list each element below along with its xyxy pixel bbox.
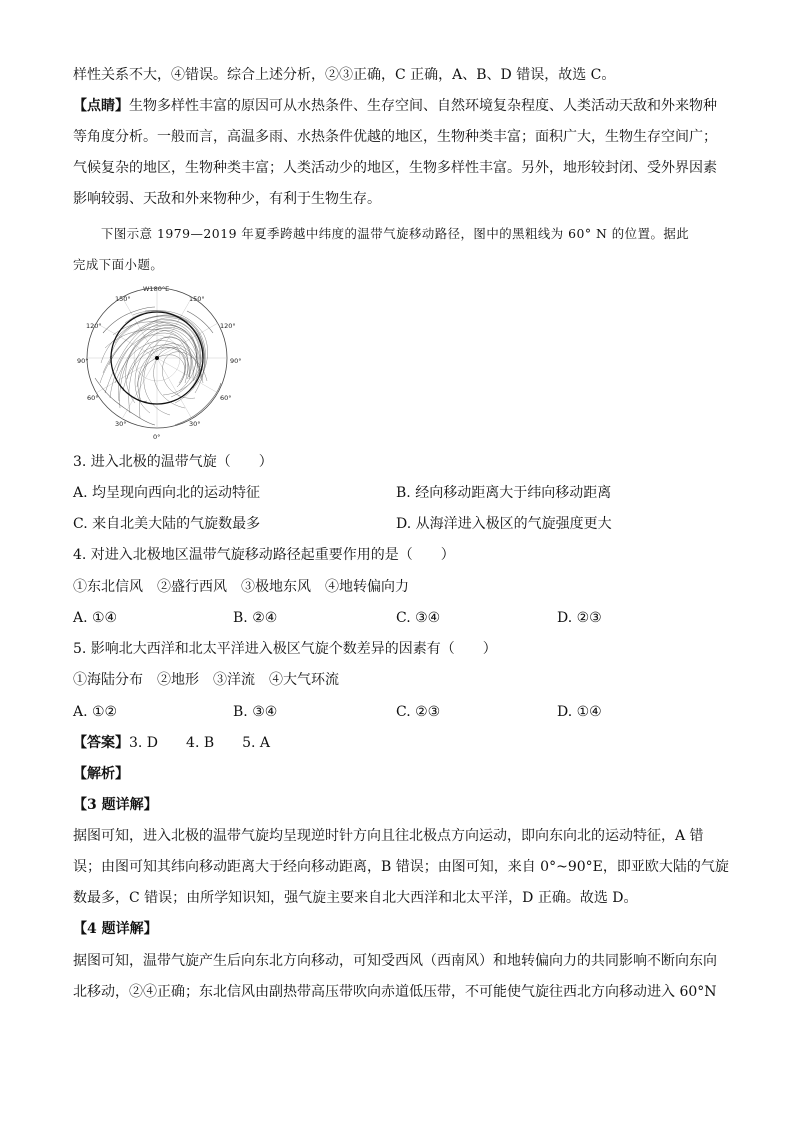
map-label-r90: 90°	[230, 357, 242, 365]
q3-stem: 3. 进入北极的温带气旋（ ）	[73, 454, 273, 470]
dianjing-line-4: 影响较弱、天敌和外来物种少，有利于生物生存。	[73, 191, 381, 207]
map-label-l60: 60°	[87, 394, 99, 402]
map-label-bottom: 0°	[153, 433, 161, 441]
q5-option-a: A. ①②	[73, 704, 118, 720]
q3-option-b: B. 经向移动距离大于纬向移动距离	[396, 485, 612, 501]
map-label-l90: 90°	[77, 357, 89, 365]
intro-line-1: 下图示意 1979—2019 年夏季跨越中纬度的温带气旋移动路径，图中的黑粗线为 60° N 的位置。据此	[101, 226, 690, 241]
detail4-tag: 【4 题详解】	[73, 921, 158, 937]
intro-line-2: 完成下面小题。	[73, 257, 164, 272]
q4-option-a: A. ①④	[73, 610, 118, 626]
map-label-r60: 60°	[220, 394, 232, 402]
north-pole-marker	[155, 356, 159, 360]
detail3-line-3: 数最多，C 错误；由所学知识知，强气旋主要来自北大西洋和北太平洋，D 正确。故选 D。	[73, 890, 638, 906]
detail3-line-2: 误；由图可知其纬向移动距离大于经向移动距离，B 错误；由图可知，来自 0°~90°E，即亚欧大陆的气旋	[73, 859, 729, 875]
dianjing-tag: 【点睛】	[73, 98, 129, 114]
q3-option-a: A. 均呈现向西向北的运动特征	[73, 485, 261, 501]
map-label-l120: 120°	[86, 322, 102, 330]
detail3-tag: 【3 题详解】	[73, 797, 158, 813]
map-label-r150: 150°	[189, 295, 205, 303]
paragraph-conclusion: 样性关系不大，④错误。综合上述分析，②③正确，C 正确，A、B、D 错误，故选 C。	[73, 67, 616, 83]
q4-option-d: D. ②③	[557, 610, 602, 626]
map-label-top: W180°E	[143, 285, 170, 293]
dianjing-text-1: 生物多样性丰富的原因可从水热条件、生存空间、自然环境复杂程度、人类活动天敌和外来物种	[129, 98, 717, 114]
detail4-line-2: 北移动，②④正确；东北信风由副热带高压带吹向赤道低压带，不可能使气旋往西北方向移动进入 60°N	[73, 984, 717, 1000]
q4-option-b: B. ②④	[233, 610, 278, 626]
detail3-line-1: 据图可知，进入北极的温带气旋均呈现逆时针方向且往北极点方向运动，即向东向北的运动特征，A 错	[73, 828, 704, 844]
map-label-l150: 150°	[115, 295, 131, 303]
q5-option-c: C. ②③	[396, 704, 441, 720]
dianjing-line-1	[73, 96, 717, 116]
cyclone-track-map	[75, 283, 245, 443]
map-label-l30: 30°	[115, 420, 127, 428]
q5-items: ①海陆分布 ②地形 ③洋流 ④大气环流	[73, 672, 339, 688]
q3-option-c: C. 来自北美大陆的气旋数最多	[73, 516, 261, 532]
dianjing-line-2: 等角度分析。一般而言，高温多雨、水热条件优越的地区，生物种类丰富；面积广大，生物生存空间广；	[73, 129, 717, 145]
map-label-r30: 30°	[189, 420, 201, 428]
q5-stem: 5. 影响北大西洋和北太平洋进入极区气旋个数差异的因素有（ ）	[73, 641, 497, 657]
dianjing-line-3: 气候复杂的地区，生物种类丰富；人类活动少的地区，生物多样性丰富。另外，地形较封闭、受外界因素	[73, 160, 717, 176]
q4-stem: 4. 对进入北极地区温带气旋移动路径起重要作用的是（ ）	[73, 547, 455, 563]
map-label-r120: 120°	[220, 322, 236, 330]
detail4-line-1: 据图可知，温带气旋产生后向东北方向移动，可知受西风（西南风）和地转偏向力的共同影响不断向东向	[73, 953, 717, 969]
q3-option-d: D. 从海洋进入极区的气旋强度更大	[396, 516, 612, 532]
q4-option-c: C. ③④	[396, 610, 441, 626]
answer-tag: 【答案】	[73, 735, 129, 751]
answer-text: 3. D 4. B 5. A	[129, 735, 271, 751]
answer-line	[73, 733, 270, 753]
q4-items: ①东北信风 ②盛行西风 ③极地东风 ④地转偏向力	[73, 579, 409, 595]
analysis-tag: 【解析】	[73, 766, 129, 782]
q5-option-b: B. ③④	[233, 704, 278, 720]
q5-option-d: D. ①④	[557, 704, 602, 720]
